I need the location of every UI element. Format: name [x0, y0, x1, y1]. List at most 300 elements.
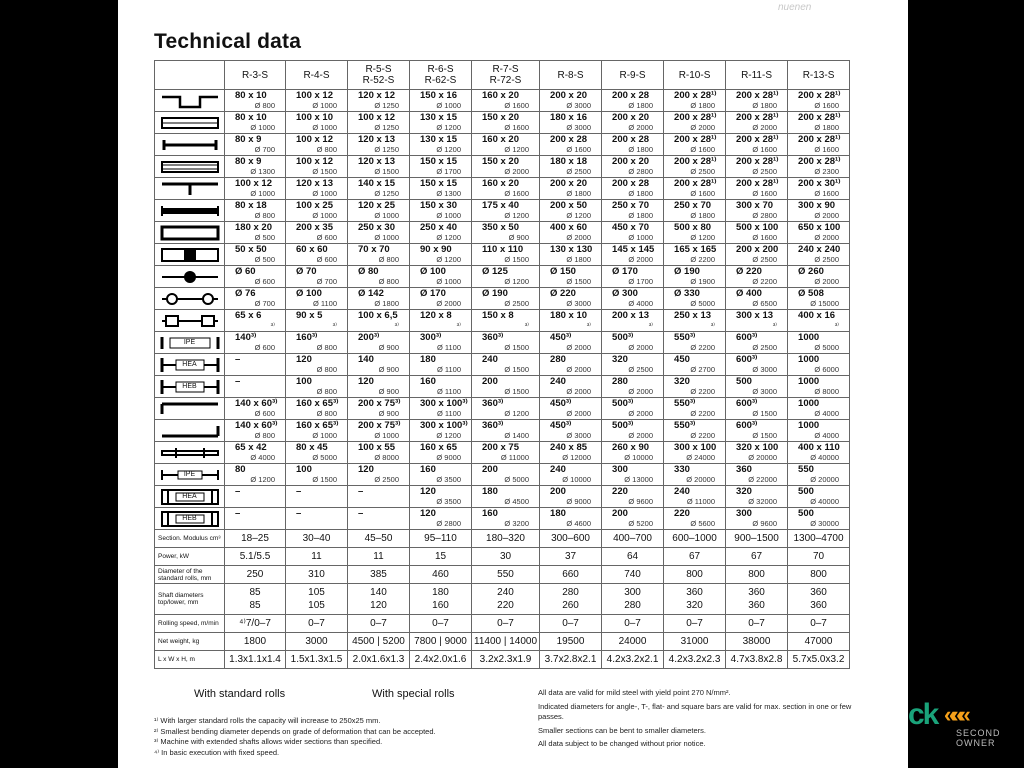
section-size: 150 x 30: [420, 200, 457, 211]
section-size: 60 x 60: [296, 244, 328, 255]
bending-diameter: Ø 1600: [504, 101, 530, 110]
profile-cell: [155, 486, 225, 508]
bending-diameter: Ø 1800: [566, 189, 592, 198]
property-value: 550: [472, 566, 540, 584]
bending-diameter: Ø 3500: [436, 475, 461, 484]
capacity-cell: [410, 134, 472, 156]
property-label: Power, kW: [155, 548, 225, 566]
capacity-cell: [348, 178, 410, 200]
section-size: 65 x 42: [235, 442, 267, 453]
section-size: 650 x 100: [798, 222, 841, 233]
capacity-cell: [664, 200, 726, 222]
bending-diameter: Ø 3000: [566, 101, 592, 110]
bending-diameter: Ø 1600: [752, 145, 778, 154]
capacity-cell: [286, 420, 348, 442]
capacity-cell: [410, 398, 472, 420]
validity-notes: [538, 688, 868, 753]
bending-diameter: Ø 2000: [814, 277, 840, 286]
bending-diameter: Ø 500: [254, 255, 275, 264]
capacity-cell: [225, 134, 286, 156]
validity-note: All data subject to be changed without prior notice.: [538, 739, 706, 748]
bending-diameter: Ø 11000: [500, 453, 530, 462]
capacity-cell: [540, 486, 602, 508]
property-value: 0–7: [286, 615, 348, 633]
section-size: 200 x 20: [612, 156, 650, 167]
section-size: 80 x 18: [235, 200, 267, 211]
bending-diameter: Ø 2500: [814, 255, 840, 264]
capacity-cell: [472, 442, 540, 464]
capacity-cell: [540, 266, 602, 288]
property-row: [155, 584, 850, 615]
bending-diameter: Ø 9000: [566, 497, 592, 506]
capacity-cell: [540, 398, 602, 420]
section-size: 200: [482, 376, 498, 387]
bending-diameter: Ø 2200: [690, 431, 716, 440]
capacity-cell: [286, 134, 348, 156]
section-size: 100 x 12: [296, 134, 333, 145]
capacity-cell: [602, 266, 664, 288]
bending-diameter: Ø 800: [316, 343, 337, 352]
section-size: 200 x 75: [482, 442, 519, 453]
capacity-cell: [664, 90, 726, 112]
property-row: [155, 548, 850, 566]
shaft-diameter: 240: [497, 587, 514, 598]
capacity-cell: [348, 442, 410, 464]
profile-cell: [155, 420, 225, 442]
profile-cell: [155, 464, 225, 486]
profile-cell: [155, 134, 225, 156]
bending-diameter: Ø 1800: [628, 189, 654, 198]
bending-diameter: Ø 600: [316, 233, 337, 242]
bending-diameter: Ø 700: [254, 145, 275, 154]
section-size: Ø 300: [612, 288, 638, 299]
section-size: 300 x 90: [798, 200, 836, 211]
section-size: 140 x 60³⁾: [235, 420, 278, 431]
angle-in-icon: [155, 423, 224, 439]
property-value: 4.2x3.2x2.3: [664, 651, 726, 669]
profile-row: [155, 310, 850, 332]
capacity-cell: [410, 354, 472, 376]
property-value: 0–7: [726, 615, 788, 633]
section-size: Ø 125: [482, 266, 508, 277]
property-value: [726, 584, 788, 615]
bending-diameter: Ø 1700: [628, 277, 654, 286]
section-size: Ø 190: [482, 288, 508, 299]
heb-easy-icon: [155, 379, 224, 395]
bending-diameter: Ø 1000: [436, 101, 461, 110]
capacity-cell: [472, 200, 540, 222]
property-value: 11: [286, 548, 348, 566]
capacity-cell: [664, 134, 726, 156]
section-size: 200 x 28¹⁾: [674, 112, 717, 123]
bending-diameter: Ø 1600: [814, 101, 840, 110]
property-value: 250: [225, 566, 286, 584]
section-size: 300: [736, 508, 752, 519]
section-size: 360³⁾: [482, 332, 504, 343]
section-size: 200 x 28¹⁾: [798, 112, 841, 123]
capacity-cell: [410, 376, 472, 398]
section-size: –: [358, 508, 364, 519]
capacity-cell: [788, 398, 850, 420]
section-size: 160 x 65³⁾: [296, 420, 339, 431]
section-size: 65 x 6: [235, 310, 262, 321]
section-size: 200 x 28¹⁾: [798, 90, 841, 101]
section-size: 100 x 12: [235, 178, 272, 189]
section-size: 130 x 130: [550, 244, 593, 255]
section-size: –: [235, 354, 241, 365]
profile-cell: [155, 442, 225, 464]
bending-diameter: Ø 1600: [814, 145, 840, 154]
capacity-cell: [540, 200, 602, 222]
capacity-cell: [788, 244, 850, 266]
model-header: [472, 61, 540, 90]
section-size: 450: [674, 354, 690, 365]
section-size: 300 x 13: [736, 310, 774, 321]
capacity-cell: [225, 464, 286, 486]
capacity-cell: [348, 200, 410, 222]
section-size: 140 x 60³⁾: [235, 398, 278, 409]
bending-diameter: Ø 1500: [566, 277, 592, 286]
section-size: 130 x 15: [420, 112, 457, 123]
capacity-cell: [225, 420, 286, 442]
capacity-cell: [788, 442, 850, 464]
bending-diameter: Ø 1200: [504, 211, 530, 220]
section-size: 450³⁾: [550, 332, 572, 343]
property-value: 0–7: [410, 615, 472, 633]
section-size: 500: [798, 508, 814, 519]
bending-diameter: Ø 2000: [628, 255, 654, 264]
bending-diameter: Ø 2300: [814, 167, 840, 176]
capacity-cell: [410, 486, 472, 508]
section-size: Ø 190: [674, 266, 700, 277]
section-size: 200: [550, 486, 566, 497]
bending-diameter: Ø 1000: [312, 431, 337, 440]
hea-hard-icon: [155, 489, 224, 505]
shaft-diameter: 260: [562, 600, 579, 611]
section-size: 220: [674, 508, 690, 519]
capacity-cell: [602, 178, 664, 200]
profile-row: [155, 200, 850, 222]
property-value: 180–320: [472, 530, 540, 548]
bending-diameter: Ø 1800: [628, 211, 654, 220]
bending-diameter: Ø 30000: [810, 519, 840, 528]
profile-cell: [155, 112, 225, 134]
bending-diameter: Ø 1500: [374, 167, 399, 176]
capacity-cell: [225, 178, 286, 200]
capacity-cell: [726, 420, 788, 442]
bending-diameter: Ø 2500: [690, 167, 716, 176]
section-size: 160 x 20: [482, 134, 519, 145]
section-size: 200 x 75³⁾: [358, 398, 401, 409]
capacity-cell: [602, 442, 664, 464]
section-size: Ø 260: [798, 266, 824, 277]
capacity-cell: [472, 266, 540, 288]
capacity-cell: [472, 244, 540, 266]
section-size: 180 x 10: [550, 310, 588, 321]
capacity-cell: [540, 420, 602, 442]
footnotes: [154, 716, 436, 758]
flat-hard-icon: [155, 115, 224, 131]
section-size: 180: [550, 508, 566, 519]
capacity-cell: [286, 508, 348, 530]
model-name: R-3-S: [241, 69, 269, 81]
bending-diameter: Ø 1800: [374, 299, 399, 308]
section-size: 200: [612, 508, 628, 519]
bending-diameter: Ø 1250: [374, 101, 399, 110]
property-value: 11: [348, 548, 410, 566]
section-size: 600³⁾: [736, 332, 758, 343]
capacity-cell: [788, 222, 850, 244]
square-tube-icon: [155, 313, 224, 329]
bending-diameter: Ø 600: [316, 255, 337, 264]
capacity-cell: [664, 112, 726, 134]
profile-cell: [155, 288, 225, 310]
capacity-cell: [348, 134, 410, 156]
capacity-cell: [410, 288, 472, 310]
capacity-cell: [225, 266, 286, 288]
property-value: 47000: [788, 633, 850, 651]
bending-diameter: Ø 1500: [504, 365, 530, 374]
section-size: 450 x 70: [612, 222, 650, 233]
section-size: 500 x 80: [674, 222, 712, 233]
capacity-cell: [410, 90, 472, 112]
bending-diameter: Ø 1200: [504, 409, 530, 418]
bending-diameter: Ø 2000: [628, 431, 654, 440]
capacity-cell: [225, 486, 286, 508]
section-size: 100 x 6,5: [358, 310, 398, 321]
profile-label: IPE: [183, 470, 196, 478]
flat-easy-icon: [155, 203, 224, 219]
capacity-cell: [348, 398, 410, 420]
property-value: 0–7: [348, 615, 410, 633]
property-row: [155, 615, 850, 633]
section-size: 200 x 75³⁾: [358, 420, 401, 431]
capacity-cell: [788, 486, 850, 508]
bending-diameter: Ø 5200: [628, 519, 654, 528]
property-value: 31000: [664, 633, 726, 651]
bending-diameter: Ø 2200: [690, 255, 716, 264]
shaft-diameter: 85: [249, 600, 261, 611]
bending-diameter: Ø 5600: [690, 519, 716, 528]
section-size: 320: [674, 376, 690, 387]
channel-out-icon: [155, 93, 224, 109]
bending-diameter: Ø 2500: [752, 167, 778, 176]
section-size: 200 x 20: [612, 112, 650, 123]
capacity-cell: [225, 310, 286, 332]
section-size: 200 x 28¹⁾: [674, 156, 717, 167]
capacity-cell: [726, 398, 788, 420]
bending-diameter: Ø 1500: [504, 255, 530, 264]
section-size: 550³⁾: [674, 420, 696, 431]
capacity-cell: [472, 112, 540, 134]
bending-diameter: Ø 2000: [504, 167, 530, 176]
section-size: 150 x 20: [482, 112, 519, 123]
property-value: 800: [788, 566, 850, 584]
property-row: [155, 566, 850, 584]
bending-diameter: Ø 1400: [504, 431, 530, 440]
capacity-cell: [410, 200, 472, 222]
capacity-cell: [286, 200, 348, 222]
bending-diameter: Ø 1200: [250, 475, 275, 484]
capacity-cell: [472, 178, 540, 200]
bending-diameter: Ø 6500: [752, 299, 778, 308]
section-size: 280: [550, 354, 566, 365]
capacity-cell: [602, 486, 664, 508]
bending-diameter: Ø 8000: [814, 387, 840, 396]
model-name: R-6-S: [427, 64, 454, 75]
capacity-cell: [726, 288, 788, 310]
section-size: 200 x 28: [550, 134, 588, 145]
capacity-cell: [286, 486, 348, 508]
section-size: 500³⁾: [612, 332, 634, 343]
capacity-cell: [225, 222, 286, 244]
capacity-cell: [726, 486, 788, 508]
property-value: 37: [540, 548, 602, 566]
bending-diameter: Ø 2200: [690, 343, 716, 352]
property-row: [155, 530, 850, 548]
bending-diameter: Ø 1000: [628, 233, 654, 242]
profile-cell: [155, 222, 225, 244]
section-size: 1000: [798, 376, 820, 387]
section-size: 320: [736, 486, 752, 497]
property-value: 800: [726, 566, 788, 584]
shaft-diameter: 360: [810, 587, 827, 598]
section-size: 160: [482, 508, 498, 519]
capacity-cell: [602, 310, 664, 332]
section-size: 160: [420, 376, 436, 387]
bending-diameter: Ø 1200: [436, 233, 461, 242]
profile-cell: [155, 332, 225, 354]
section-size: 330: [674, 464, 690, 475]
profile-label: HEA: [182, 492, 197, 500]
capacity-cell: [602, 156, 664, 178]
capacity-cell: [602, 398, 664, 420]
bending-diameter: Ø 2500: [628, 365, 654, 374]
bending-diameter: Ø 1200: [504, 145, 530, 154]
profile-cell: [155, 508, 225, 530]
capacity-cell: [602, 332, 664, 354]
bending-diameter: Ø 500: [254, 233, 275, 242]
section-size: 180 x 20: [235, 222, 272, 233]
shaft-diameter: 320: [686, 600, 703, 611]
property-value: 0–7: [472, 615, 540, 633]
section-size: 320: [612, 354, 628, 365]
section-size: –: [235, 508, 241, 519]
section-size: 145 x 145: [612, 244, 655, 255]
property-value: 5.7x5.0x3.2: [788, 651, 850, 669]
section-size: 250 x 70: [612, 200, 650, 211]
bending-diameter: Ø 2000: [628, 409, 654, 418]
model-header: [540, 61, 602, 90]
angle-out-icon: [155, 401, 224, 417]
capacity-cell: [348, 310, 410, 332]
capacity-cell: [410, 420, 472, 442]
bending-diameter: Ø 8000: [374, 453, 399, 462]
profile-row: [155, 442, 850, 464]
bending-diameter: Ø 1250: [374, 189, 399, 198]
section-size: 100: [296, 464, 312, 475]
bending-diameter: Ø 1600: [504, 189, 530, 198]
bending-diameter: Ø 1200: [690, 233, 716, 242]
profile-label: HEB: [182, 382, 197, 390]
section-size: 550³⁾: [674, 332, 696, 343]
property-value: 1.5x1.3x1.5: [286, 651, 348, 669]
bending-diameter: Ø 4000: [250, 453, 275, 462]
capacity-cell: [726, 200, 788, 222]
property-value: 3.2x2.3x1.9: [472, 651, 540, 669]
property-value: 7800 | 9000: [410, 633, 472, 651]
shaft-diameter: 140: [370, 587, 387, 598]
bending-diameter: ³⁾: [648, 321, 654, 330]
bending-diameter: Ø 3000: [566, 123, 592, 132]
bending-diameter: Ø 12000: [562, 453, 592, 462]
bending-diameter: Ø 600: [254, 277, 275, 286]
shaft-diameter: 280: [624, 600, 641, 611]
bending-diameter: Ø 22000: [748, 475, 778, 484]
model-name: R-4-S: [303, 69, 330, 81]
property-label: Section. Modulus cm³: [155, 530, 225, 548]
footnote: ³⁾ Machine with extended shafts allows wider sections than specified.: [154, 737, 383, 746]
bending-diameter: Ø 1000: [250, 189, 275, 198]
validity-note: All data are valid for mild steel with yield point 270 N/mm².: [538, 688, 731, 697]
bending-diameter: Ø 1500: [504, 387, 530, 396]
bending-diameter: Ø 1250: [374, 145, 399, 154]
section-size: Ø 220: [736, 266, 762, 277]
capacity-cell: [348, 244, 410, 266]
capacity-cell: [472, 332, 540, 354]
section-size: 100: [296, 376, 312, 387]
capacity-cell: [286, 354, 348, 376]
model-name: R-9-S: [619, 69, 646, 81]
capacity-cell: [348, 464, 410, 486]
capacity-cell: [540, 464, 602, 486]
bending-diameter: Ø 1500: [752, 431, 778, 440]
section-size: 200 x 35: [296, 222, 333, 233]
capacity-cell: [472, 156, 540, 178]
bending-diameter: Ø 1600: [752, 189, 778, 198]
round-bar-icon: [155, 269, 224, 285]
section-size: 80 x 45: [296, 442, 328, 453]
bending-diameter: Ø 1800: [690, 101, 716, 110]
capacity-cell: [788, 420, 850, 442]
property-value: [472, 584, 540, 615]
property-value: 11400 | 14000: [472, 633, 540, 651]
property-value: 19500: [540, 633, 602, 651]
bending-diameter: Ø 11000: [686, 497, 716, 506]
capacity-cell: [602, 134, 664, 156]
bending-diameter: Ø 1600: [690, 189, 716, 198]
profile-row: [155, 90, 850, 112]
section-size: 500³⁾: [612, 398, 634, 409]
model-header: [286, 61, 348, 90]
capacity-cell: [225, 354, 286, 376]
section-size: 120: [296, 354, 312, 365]
property-value: [286, 584, 348, 615]
section-size: 200 x 28¹⁾: [674, 90, 717, 101]
bending-diameter: Ø 2800: [436, 519, 461, 528]
property-value: 0–7: [602, 615, 664, 633]
property-value: 0–7: [664, 615, 726, 633]
section-size: 300 x 100: [674, 442, 717, 453]
capacity-cell: [788, 156, 850, 178]
profile-row: [155, 156, 850, 178]
bending-diameter: Ø 4000: [814, 431, 840, 440]
capacity-cell: [602, 90, 664, 112]
capacity-cell: [788, 112, 850, 134]
capacity-cell: [788, 266, 850, 288]
property-value: 30–40: [286, 530, 348, 548]
section-size: 450³⁾: [550, 420, 572, 431]
